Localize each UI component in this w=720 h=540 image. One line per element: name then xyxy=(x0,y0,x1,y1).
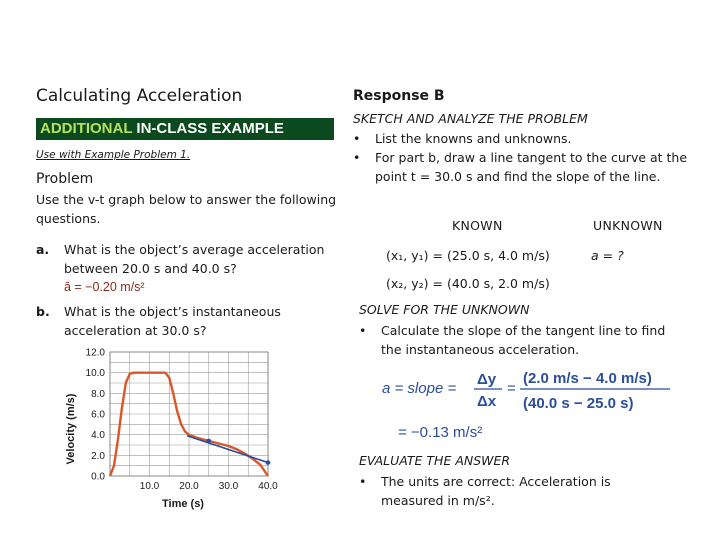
known-header: KNOWN xyxy=(452,218,503,233)
evaluate-line1: The units are correct: Acceleration is xyxy=(381,474,611,489)
formula-delta-y: Δy xyxy=(477,371,497,388)
formula-equals: = xyxy=(507,380,516,397)
unknown-header: UNKNOWN xyxy=(593,218,663,233)
bullet-dot: • xyxy=(353,131,361,146)
sketch-bullet-1-text: List the knowns and unknowns. xyxy=(375,131,572,146)
x-tick-label: 20.0 xyxy=(179,481,199,492)
use-with-note: Use with Example Problem 1. xyxy=(36,149,191,161)
evaluate-heading: EVALUATE THE ANSWER xyxy=(359,453,511,468)
problem-intro: Use the v-t graph below to answer the following questions. xyxy=(36,192,337,226)
y-tick-label: 4.0 xyxy=(91,430,105,442)
formula-numerator: (2.0 m/s − 4.0 m/s) xyxy=(523,370,652,387)
evaluate-line2: measured in m/s². xyxy=(381,493,495,508)
y-tick-label: 2.0 xyxy=(91,450,105,462)
velocity-time-graph xyxy=(56,343,286,518)
x-tick-label: 10.0 xyxy=(139,481,160,492)
bullet-dot: • xyxy=(353,150,361,165)
sketch-bullet-2-line1: For part b, draw a line tangent to the curve at the xyxy=(375,150,688,165)
sketch-heading: SKETCH AND ANALYZE THE PROBLEM xyxy=(353,111,588,126)
x-tick-label: 40.0 xyxy=(258,481,278,492)
known-point-2: (x₂, y₂) = (40.0 s, 2.0 m/s) xyxy=(386,276,550,291)
solve-heading: SOLVE FOR THE UNKNOWN xyxy=(359,302,530,317)
banner-bold-text: ADDITIONAL xyxy=(40,120,133,137)
question-a-line2: between 20.0 s and 40.0 s? xyxy=(64,261,237,276)
y-tick-label: 8.0 xyxy=(91,388,105,400)
question-a-line1: What is the object’s average acceleration xyxy=(64,242,325,257)
y-tick-label: 12.0 xyxy=(85,347,105,359)
question-b-label: b. xyxy=(36,304,50,319)
y-axis-label: Velocity (m/s) xyxy=(65,393,77,465)
problem-heading: Problem xyxy=(36,171,94,187)
bullet-dot: • xyxy=(359,323,367,338)
graph-grid xyxy=(110,352,268,476)
slide-title: Calculating Acceleration xyxy=(36,86,243,106)
question-b-line2: acceleration at 30.0 s? xyxy=(64,323,207,338)
tangent-point xyxy=(206,439,211,444)
slope-formula xyxy=(380,364,680,444)
solve-bullet-line1: Calculate the slope of the tangent line to find xyxy=(381,323,666,338)
response-heading: Response B xyxy=(353,88,445,104)
sketch-bullet-2-line2: point t = 30.0 s and find the slope of the line. xyxy=(375,169,661,184)
banner-rest-text: IN-CLASS EXAMPLE xyxy=(132,120,284,137)
tangent-point xyxy=(266,460,271,465)
y-tick-label: 10.0 xyxy=(85,368,105,380)
question-b-line1: What is the object’s instantaneous xyxy=(64,304,281,319)
additional-example-banner xyxy=(36,118,334,140)
answer-a: ā = −0.20 m/s² xyxy=(64,280,145,294)
solve-bullet-line2: the instantaneous acceleration. xyxy=(381,342,580,357)
known-point-1: (x₁, y₁) = (25.0 s, 4.0 m/s) xyxy=(386,248,550,263)
question-a-label: a. xyxy=(36,242,50,257)
unknown-acceleration: a = ? xyxy=(591,248,624,263)
formula-denominator: (40.0 s − 25.0 s) xyxy=(523,395,634,412)
x-tick-label: 30.0 xyxy=(218,481,239,492)
y-tick-label: 6.0 xyxy=(91,409,105,421)
bullet-dot: • xyxy=(359,474,367,489)
formula-delta-x: Δx xyxy=(477,393,497,410)
y-tick-label: 0.0 xyxy=(91,471,105,483)
formula-result: = −0.13 m/s² xyxy=(398,424,483,441)
formula-lhs: a = slope = xyxy=(382,380,457,397)
x-axis-label: Time (s) xyxy=(162,498,204,510)
